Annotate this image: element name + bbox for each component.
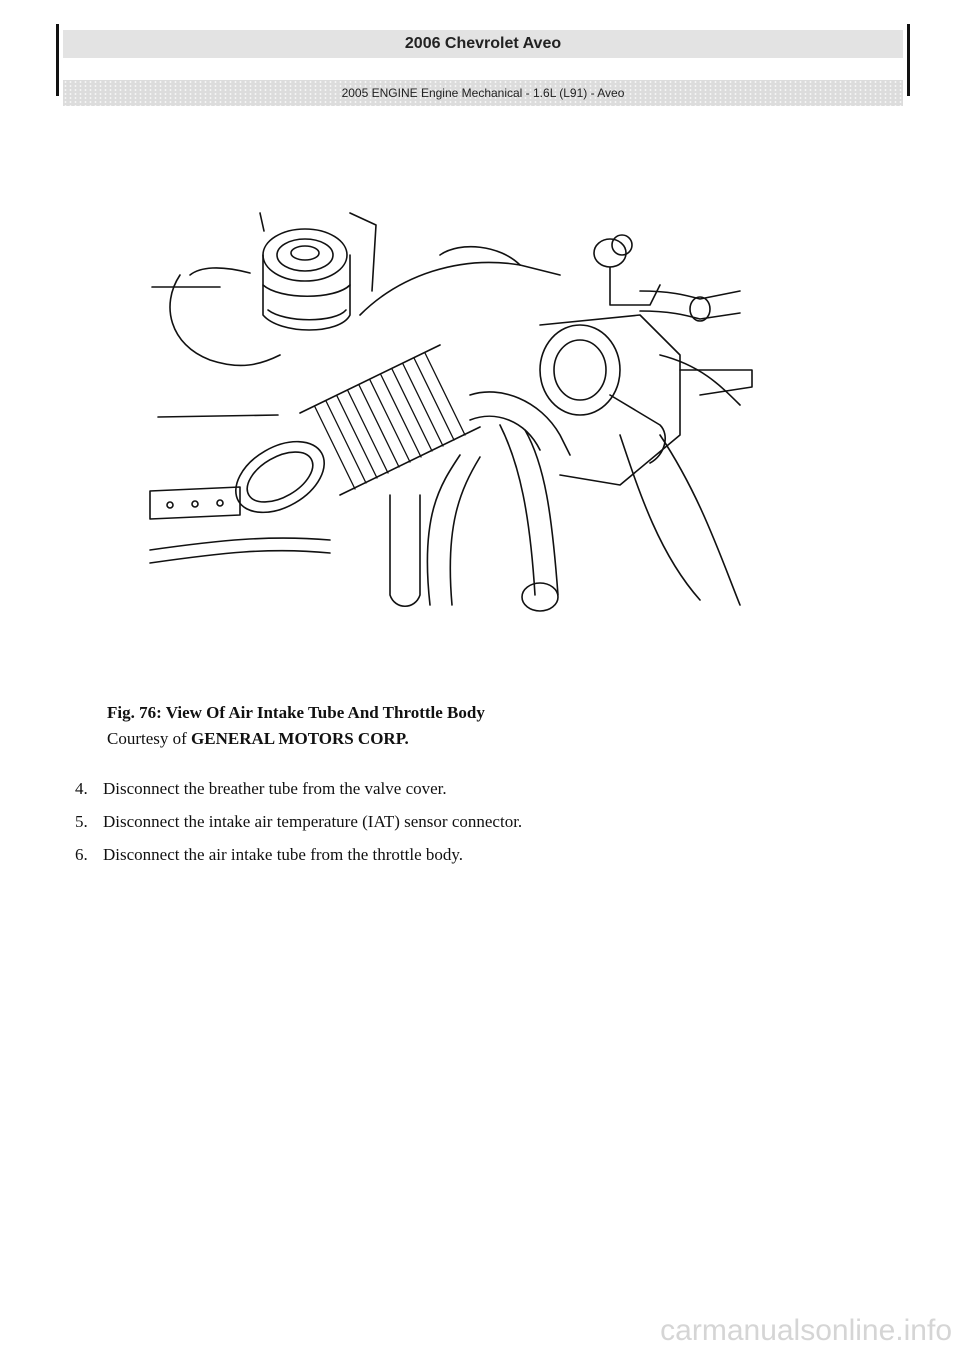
- header-subtitle: 2005 ENGINE Engine Mechanical - 1.6L (L91) - Aveo: [63, 80, 903, 106]
- step-text: Disconnect the air intake tube from the throttle body.: [103, 845, 464, 864]
- step-text: Disconnect the breather tube from the valve cover.: [103, 779, 447, 798]
- procedure-steps: [75, 772, 522, 871]
- step-number: 4.: [75, 779, 88, 798]
- figure-caption: Fig. 76: View Of Air Intake Tube And Throttle Body: [107, 703, 485, 722]
- step-item: [75, 838, 522, 871]
- figure-courtesy: [107, 726, 485, 752]
- figure-caption-block: [107, 700, 485, 752]
- step-item: [75, 772, 522, 805]
- courtesy-prefix: Courtesy of: [107, 729, 192, 748]
- engine-illustration: [140, 195, 760, 625]
- watermark: carmanualsonline.info: [660, 1314, 952, 1347]
- step-text: Disconnect the intake air temperature (IAT) sensor connector.: [103, 812, 523, 831]
- step-number: 5.: [75, 812, 88, 831]
- header-title: 2006 Chevrolet Aveo: [63, 30, 903, 58]
- courtesy-org: GENERAL MOTORS CORP.: [191, 729, 409, 748]
- page-header: [56, 24, 910, 100]
- step-number: 6.: [75, 845, 88, 864]
- step-item: [75, 805, 522, 838]
